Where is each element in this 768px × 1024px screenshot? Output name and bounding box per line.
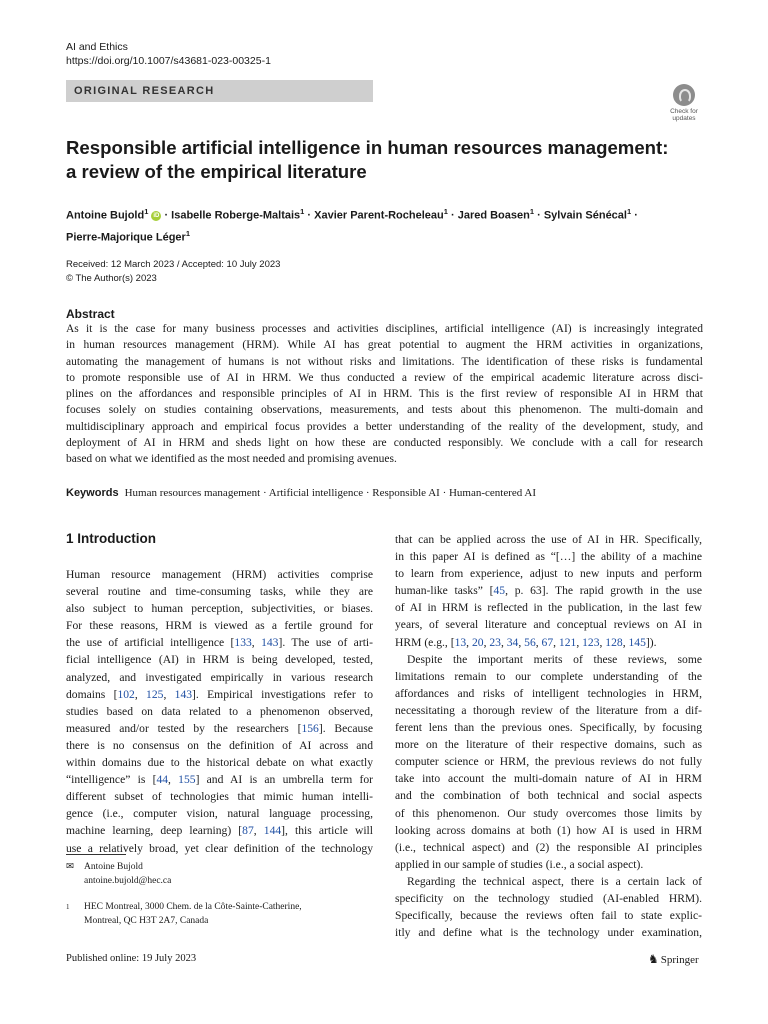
body-line: necessitating a thorough review of the literature from a dif- [395, 703, 702, 717]
check-for-updates-badge[interactable] [665, 84, 703, 124]
body-line: Regarding the technical aspect, there is a certain lack of [407, 874, 702, 888]
article-title [66, 136, 706, 184]
author-list [66, 203, 706, 246]
body-line: that can be applied across the use of AI in HR. Specifically, [395, 533, 702, 546]
title-line-1: Responsible artificial intelligence in human resources management: [66, 137, 669, 158]
affiliation-line-1: HEC Montreal, 3000 Chem. de la Côte-Sainte-Catherine, [84, 902, 302, 912]
citation-link[interactable]: 128 [605, 635, 623, 649]
author-separator: · [447, 209, 458, 222]
article-dates [66, 258, 280, 286]
body-line: different subset of technologies that mimic human intelli- [66, 790, 373, 804]
body-right-column [395, 531, 702, 941]
body-left-column [66, 566, 373, 857]
crossmark-icon [673, 84, 695, 106]
body-line: take into account the multi-domain nature of AI in HRM [395, 772, 702, 786]
body-line: Despite the important merits of these reviews, some [407, 652, 702, 666]
copyright: © The Author(s) 2023 [66, 273, 157, 284]
section-heading: 1 Introduction [66, 531, 156, 546]
author-affiliation-sup: 1 [626, 207, 632, 216]
citation-link[interactable]: 121 [558, 635, 577, 649]
contact-email[interactable]: antoine.bujold@hec.ca [84, 875, 172, 886]
article-type-band: ORIGINAL RESEARCH [66, 80, 373, 102]
citation-link[interactable]: 13 [454, 635, 467, 649]
body-line: use a relatively broad, yet clear definition of the technology [66, 841, 373, 855]
author-separator: · [631, 209, 638, 222]
author-name[interactable]: Sylvain Sénécal [543, 209, 627, 222]
body-line: within domains due to the historical debate on what exactly [66, 756, 373, 770]
body-line: “intelligence” is [44, 155] and AI is an umbrella term for [66, 773, 374, 787]
body-line: years, of several literature and conceptual reviews on AI in [395, 618, 702, 632]
author-separator: · [161, 209, 172, 222]
abstract-line: multidisciplinary approach and empirical focus provides a better understanding of the reality of the development, study, and [66, 420, 703, 433]
body-line: itly and define what is the technology under examination, [395, 926, 702, 940]
citation-link[interactable]: 123 [582, 635, 600, 649]
abstract-text [66, 321, 703, 468]
citation-link[interactable]: 67 [541, 635, 554, 649]
body-line: ficial intelligence (AI) in HRM is being developed, tested, [66, 653, 373, 667]
citation-link[interactable]: 144 [263, 824, 282, 838]
body-line: studies based on data related to a phenomenon observed, [66, 704, 373, 718]
author-name[interactable]: Antoine Bujold [66, 209, 145, 222]
abstract-line: focuses solely on studies containing observations, measurements, and tests about this phenomenon. The multi-domain and [66, 404, 703, 417]
body-line: applied in our sample of studies (i.e., a social aspect). [395, 857, 644, 871]
citation-link[interactable]: 156 [301, 721, 319, 735]
abstract-line: plines on the affordances and responsible principles of AI in HRM. This is the first review of responsible AI in HRM that [66, 388, 703, 401]
publisher-name: Springer [660, 954, 699, 966]
springer-horse-icon: ♞ [648, 952, 659, 966]
citation-link[interactable]: 23 [489, 635, 501, 649]
author-affiliation-sup: 1 [300, 207, 305, 216]
abstract-heading: Abstract [66, 307, 115, 321]
body-line: several routine and time-consuming tasks, while they are [66, 585, 373, 599]
publisher-logo [648, 952, 699, 967]
body-line: affordances and risks of intelligent technologies in HRM, [395, 686, 702, 700]
contact-name: Antoine Bujold [84, 862, 143, 872]
body-line: Human resource management (HRM) activities comprise [66, 568, 373, 581]
body-line: to learn from experience, adjust to new inputs and perform [395, 567, 702, 581]
author-name[interactable]: Jared Boasen [457, 209, 530, 222]
citation-link[interactable]: 125 [146, 687, 164, 701]
author-line [66, 225, 706, 247]
author-name[interactable]: Isabelle Roberge-Maltais [171, 209, 301, 222]
author-affiliation-sup: 1 [529, 207, 535, 216]
citation-link[interactable]: 145 [628, 635, 646, 649]
body-line: For these reasons, HRM is viewed as a fertile ground for [66, 619, 373, 633]
title-line-2: a review of the empirical literature [66, 161, 367, 182]
citation-link[interactable]: 87 [242, 824, 254, 838]
citation-link[interactable]: 143 [261, 636, 279, 650]
body-line: the use of artificial intelligence [133, 143]. The use of arti- [66, 636, 373, 650]
abstract-line: automating the management of humans is not without risks and limitations. The identification of these risks is fundamental [66, 355, 703, 368]
published-online: Published online: 19 July 2023 [66, 953, 197, 964]
body-line: machine learning, deep learning) [87, 144], this article will [66, 824, 373, 838]
body-line: (i.e., technical aspect) and (2) the responsible AI principles [395, 840, 702, 854]
affiliation-line-2: Montreal, QC H3T 2A7, Canada [84, 915, 209, 926]
abstract-line: to promote responsible use of AI in HRM. We thus conducted a review of the empirical academic literature across disci- [66, 371, 703, 384]
journal-header [66, 40, 271, 68]
body-line: human-like tasks” [45, p. 63]. The rapid growth in the use [395, 584, 702, 598]
citation-link[interactable]: 44 [156, 773, 169, 787]
abstract-line: based on what we identified as the most needed and promising avenues. [66, 453, 397, 466]
affiliation-footnote [66, 901, 302, 928]
body-line: specificity on the technology studied (AI-enabled HRM). [395, 891, 702, 905]
citation-link[interactable]: 20 [471, 635, 484, 649]
footnote-rule [66, 854, 126, 855]
body-line: there is no consensus on the definition of AI across and [66, 738, 373, 752]
body-line: measured and/or tested by the researchers [156]. Because [66, 721, 373, 735]
author-separator: · [304, 209, 315, 222]
abstract-line: deployment of AI in HRM and sheds light on how these are conducted responsibly. We conclude with a call for research [66, 437, 703, 450]
keywords [66, 485, 536, 501]
citation-link[interactable]: 56 [524, 635, 536, 649]
body-line: HRM (e.g., [13, 20, 23, 34, 56, 67, 121, 123, 128, 145]). [395, 635, 657, 649]
body-line: gence (i.e., computer vision, natural language processing, [66, 807, 373, 821]
author-separator: · [534, 209, 544, 222]
orcid-icon[interactable]: iD [153, 212, 160, 219]
body-line: limitations remain to our complete understanding of the [395, 669, 702, 683]
citation-link[interactable]: 133 [234, 636, 252, 650]
author-name[interactable]: Pierre-Majorique Léger [66, 231, 186, 244]
body-line: and the combination of both technical and social aspects [395, 789, 702, 803]
body-line: more on the literature of their respective domains, such as [395, 738, 702, 752]
doi-link[interactable]: https://doi.org/10.1007/s43681-023-00325-1 [66, 55, 271, 67]
author-affiliation-sup: 1 [443, 207, 448, 216]
abstract-line: in human resources management (HRM). While AI has great potential to augment the HRM activities in organizations, [66, 339, 703, 352]
body-line: domains [102, 125, 143]. Empirical investigations refer to [66, 687, 374, 701]
envelope-icon: ✉ [66, 862, 74, 872]
check-updates-line-2: updates [672, 115, 696, 122]
body-line: Specifically, because the reviews often fail to state explic- [395, 909, 702, 923]
citation-link[interactable]: 143 [174, 687, 193, 701]
body-line: looking across domains at both (1) how AI is used in HRM [395, 823, 702, 837]
body-line: of AI in HRM is reflected in the publication, in the last few [395, 601, 702, 615]
keywords-text: Human resources management · Artificial intelligence · Responsible AI · Human-centered AI [124, 487, 537, 499]
citation-link[interactable]: 155 [178, 773, 196, 787]
body-line: computer science or HRM, the previous reviews do not fully [395, 755, 702, 769]
author-affiliation-sup: 1 [144, 207, 149, 216]
author-affiliation-sup: 1 [185, 228, 190, 238]
contact-footnote [66, 861, 171, 888]
citation-link[interactable]: 45 [493, 584, 506, 598]
author-line [66, 203, 706, 225]
keywords-label: Keywords [66, 487, 119, 499]
citation-link[interactable]: 34 [506, 635, 519, 649]
body-line: also subject to human perception, subjectivities, or biases. [66, 602, 373, 616]
body-line: analyzed, and investigated empirically in various research [66, 670, 373, 684]
check-updates-line-1: Check for [670, 108, 698, 115]
body-line: in this paper AI is defined as “[…] the ability of a machine [395, 550, 702, 564]
abstract-line: As it is the case for many business processes and activities disciplines, artificial intelligence (AI) is increasingly integrated [66, 323, 703, 335]
affiliation-number: 1 [66, 903, 70, 911]
citation-link[interactable]: 102 [117, 687, 135, 701]
body-line: ferent lens than the previous ones. Specifically, by focusing [395, 721, 702, 735]
body-line: of this phenomenon. Our study overcomes those limits by [395, 806, 702, 820]
author-name[interactable]: Xavier Parent-Rocheleau [314, 209, 444, 222]
received-accepted: Received: 12 March 2023 / Accepted: 10 July 2023 [66, 259, 281, 270]
journal-name: AI and Ethics [66, 41, 128, 53]
